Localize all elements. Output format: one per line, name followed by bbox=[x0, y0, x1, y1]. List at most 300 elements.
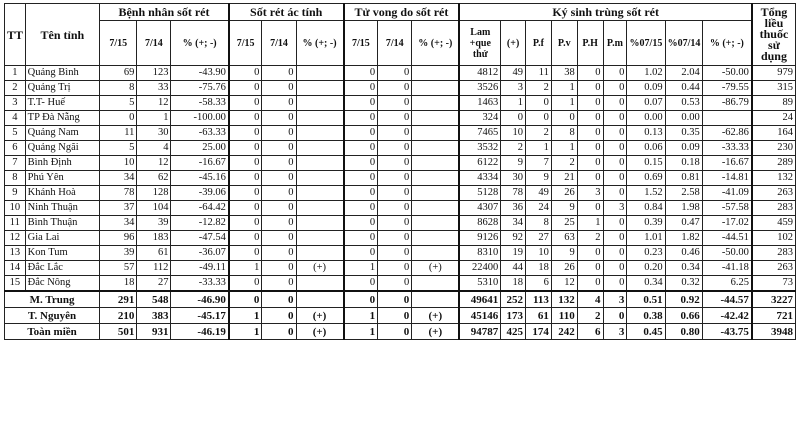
row-number: 2 bbox=[5, 81, 26, 96]
cell-pos: 92 bbox=[501, 231, 526, 246]
cell-lam: 8628 bbox=[459, 216, 500, 231]
cell-drug: 289 bbox=[752, 156, 796, 171]
cell-pm: 0 bbox=[603, 96, 627, 111]
cell-ph: 4 bbox=[577, 291, 603, 308]
table-row bbox=[5, 171, 796, 186]
cell-ppct: -12.82 bbox=[171, 216, 229, 231]
cell-ppct: -39.06 bbox=[171, 186, 229, 201]
cell-dpct bbox=[412, 81, 460, 96]
cell-ppct: -45.17 bbox=[171, 308, 229, 324]
cell-s715: 0 bbox=[229, 216, 262, 231]
cell-d715: 0 bbox=[344, 171, 378, 186]
cell-kpct: -62.86 bbox=[702, 126, 752, 141]
col-k-pm: P.m bbox=[603, 21, 627, 66]
cell-pos: 173 bbox=[501, 308, 526, 324]
cell-pf: 9 bbox=[526, 171, 552, 186]
cell-ph: 0 bbox=[577, 246, 603, 261]
cell-p715: 501 bbox=[100, 324, 137, 340]
cell-s714: 0 bbox=[262, 171, 296, 186]
cell-kpct: -41.18 bbox=[702, 261, 752, 276]
cell-dpct: (+) bbox=[412, 324, 460, 340]
header-row-1 bbox=[5, 4, 796, 21]
cell-pm: 0 bbox=[603, 156, 627, 171]
cell-p714: 12 bbox=[137, 156, 171, 171]
cell-d715: 1 bbox=[344, 261, 378, 276]
cell-lam: 4307 bbox=[459, 201, 500, 216]
cell-ppct: -63.33 bbox=[171, 126, 229, 141]
cell-s715: 1 bbox=[229, 308, 262, 324]
cell-drug: 89 bbox=[752, 96, 796, 111]
col-k-r715: %07/15 bbox=[627, 21, 665, 66]
cell-pf: 7 bbox=[526, 156, 552, 171]
cell-d715: 0 bbox=[344, 66, 378, 81]
cell-drug: 721 bbox=[752, 308, 796, 324]
province-name: T.T- Huế bbox=[25, 96, 99, 111]
cell-kpct: -50.00 bbox=[702, 246, 752, 261]
province-name: Quảng Bình bbox=[25, 66, 99, 81]
table-row bbox=[5, 156, 796, 171]
cell-d714: 0 bbox=[378, 246, 412, 261]
province-name: Bình Định bbox=[25, 156, 99, 171]
col-k-r714: %07/14 bbox=[665, 21, 702, 66]
cell-ph: 3 bbox=[577, 186, 603, 201]
cell-r715: 0.51 bbox=[627, 291, 665, 308]
cell-pv: 9 bbox=[551, 201, 577, 216]
cell-pv: 12 bbox=[551, 276, 577, 292]
cell-d715: 0 bbox=[344, 216, 378, 231]
cell-kpct: -57.58 bbox=[702, 201, 752, 216]
col-p-715: 7/15 bbox=[100, 21, 137, 66]
cell-spct: (+) bbox=[296, 261, 344, 276]
cell-p714: 39 bbox=[137, 216, 171, 231]
table-row bbox=[5, 186, 796, 201]
cell-pf: 6 bbox=[526, 276, 552, 292]
cell-spct bbox=[296, 186, 344, 201]
cell-r715: 0.09 bbox=[627, 81, 665, 96]
cell-ph: 0 bbox=[577, 201, 603, 216]
cell-s714: 0 bbox=[262, 96, 296, 111]
cell-pf: 2 bbox=[526, 81, 552, 96]
cell-p715: 39 bbox=[100, 246, 137, 261]
cell-s715: 0 bbox=[229, 96, 262, 111]
cell-dpct bbox=[412, 231, 460, 246]
cell-drug: 283 bbox=[752, 246, 796, 261]
province-name: Quảng Ngãi bbox=[25, 141, 99, 156]
cell-ppct: -16.67 bbox=[171, 156, 229, 171]
cell-r714: 0.92 bbox=[665, 291, 702, 308]
group-drugs: Tổng liều thuốc sử dụng bbox=[752, 4, 796, 66]
summary-row bbox=[5, 308, 796, 324]
cell-kpct: -33.33 bbox=[702, 141, 752, 156]
cell-pv: 1 bbox=[551, 141, 577, 156]
table-row bbox=[5, 141, 796, 156]
cell-p715: 0 bbox=[100, 111, 137, 126]
cell-r715: 0.07 bbox=[627, 96, 665, 111]
cell-ppct: -46.19 bbox=[171, 324, 229, 340]
cell-spct bbox=[296, 141, 344, 156]
cell-p715: 34 bbox=[100, 171, 137, 186]
cell-pv: 25 bbox=[551, 216, 577, 231]
col-k-pv: P.v bbox=[551, 21, 577, 66]
cell-s714: 0 bbox=[262, 141, 296, 156]
cell-p714: 183 bbox=[137, 231, 171, 246]
cell-d715: 0 bbox=[344, 291, 378, 308]
province-name: Đắc Lắc bbox=[25, 261, 99, 276]
cell-dpct: (+) bbox=[412, 308, 460, 324]
cell-s715: 1 bbox=[229, 324, 262, 340]
cell-p715: 291 bbox=[100, 291, 137, 308]
table-row bbox=[5, 81, 796, 96]
cell-r715: 0.15 bbox=[627, 156, 665, 171]
cell-kpct: -43.75 bbox=[702, 324, 752, 340]
cell-p715: 96 bbox=[100, 231, 137, 246]
cell-p714: 4 bbox=[137, 141, 171, 156]
cell-pos: 9 bbox=[501, 156, 526, 171]
cell-lam: 1463 bbox=[459, 96, 500, 111]
cell-dpct bbox=[412, 111, 460, 126]
col-d-715: 7/15 bbox=[344, 21, 378, 66]
cell-p715: 18 bbox=[100, 276, 137, 292]
cell-pf: 24 bbox=[526, 201, 552, 216]
cell-pos: 10 bbox=[501, 126, 526, 141]
province-name: Quảng Nam bbox=[25, 126, 99, 141]
col-k-pct: % (+; -) bbox=[702, 21, 752, 66]
summary-row bbox=[5, 291, 796, 308]
cell-s714: 0 bbox=[262, 308, 296, 324]
row-number: 1 bbox=[5, 66, 26, 81]
group-severe: Sốt rét ác tính bbox=[229, 4, 344, 21]
table-body bbox=[5, 66, 796, 292]
cell-p715: 69 bbox=[100, 66, 137, 81]
cell-s715: 1 bbox=[229, 261, 262, 276]
cell-ppct: -49.11 bbox=[171, 261, 229, 276]
province-name: Phú Yên bbox=[25, 171, 99, 186]
col-s-pct: % (+; -) bbox=[296, 21, 344, 66]
cell-pf: 2 bbox=[526, 126, 552, 141]
cell-d715: 0 bbox=[344, 111, 378, 126]
table-row bbox=[5, 111, 796, 126]
cell-r715: 0.20 bbox=[627, 261, 665, 276]
cell-pf: 113 bbox=[526, 291, 552, 308]
cell-pf: 174 bbox=[526, 324, 552, 340]
cell-r715: 1.52 bbox=[627, 186, 665, 201]
cell-ph: 1 bbox=[577, 216, 603, 231]
cell-s714: 0 bbox=[262, 324, 296, 340]
cell-pos: 0 bbox=[501, 111, 526, 126]
cell-d714: 0 bbox=[378, 201, 412, 216]
col-k-lam: Lam +que thử bbox=[459, 21, 500, 66]
cell-drug: 3948 bbox=[752, 324, 796, 340]
cell-pm: 0 bbox=[603, 216, 627, 231]
cell-pm: 0 bbox=[603, 66, 627, 81]
cell-pf: 27 bbox=[526, 231, 552, 246]
cell-dpct bbox=[412, 96, 460, 111]
cell-lam: 5128 bbox=[459, 186, 500, 201]
cell-pos: 34 bbox=[501, 216, 526, 231]
row-number: 5 bbox=[5, 126, 26, 141]
cell-spct bbox=[296, 291, 344, 308]
cell-d715: 0 bbox=[344, 141, 378, 156]
cell-pm: 0 bbox=[603, 276, 627, 292]
cell-spct bbox=[296, 126, 344, 141]
cell-pm: 0 bbox=[603, 141, 627, 156]
cell-r714: 0.46 bbox=[665, 246, 702, 261]
cell-ppct: -33.33 bbox=[171, 276, 229, 292]
cell-pf: 8 bbox=[526, 216, 552, 231]
cell-d714: 0 bbox=[378, 126, 412, 141]
summary-row bbox=[5, 324, 796, 340]
cell-s714: 0 bbox=[262, 246, 296, 261]
cell-pv: 38 bbox=[551, 66, 577, 81]
cell-ph: 6 bbox=[577, 324, 603, 340]
cell-r714: 2.04 bbox=[665, 66, 702, 81]
cell-kpct: -50.00 bbox=[702, 66, 752, 81]
col-s-714: 7/14 bbox=[262, 21, 296, 66]
cell-p715: 57 bbox=[100, 261, 137, 276]
cell-pos: 36 bbox=[501, 201, 526, 216]
cell-spct bbox=[296, 66, 344, 81]
cell-r714: 0.53 bbox=[665, 96, 702, 111]
cell-s715: 0 bbox=[229, 246, 262, 261]
cell-kpct: -79.55 bbox=[702, 81, 752, 96]
cell-kpct: -41.09 bbox=[702, 186, 752, 201]
cell-p714: 383 bbox=[137, 308, 171, 324]
col-tt: TT bbox=[5, 4, 26, 66]
cell-d714: 0 bbox=[378, 291, 412, 308]
cell-ph: 0 bbox=[577, 261, 603, 276]
cell-spct bbox=[296, 201, 344, 216]
cell-s714: 0 bbox=[262, 231, 296, 246]
cell-s714: 0 bbox=[262, 276, 296, 292]
col-p-pct: % (+; -) bbox=[171, 21, 229, 66]
cell-drug: 263 bbox=[752, 186, 796, 201]
cell-kpct: 6.25 bbox=[702, 276, 752, 292]
cell-ph: 2 bbox=[577, 231, 603, 246]
cell-p715: 10 bbox=[100, 156, 137, 171]
cell-s715: 0 bbox=[229, 111, 262, 126]
cell-d714: 0 bbox=[378, 216, 412, 231]
cell-p715: 78 bbox=[100, 186, 137, 201]
province-name: TP Đà Nẵng bbox=[25, 111, 99, 126]
cell-lam: 45146 bbox=[459, 308, 500, 324]
cell-p714: 12 bbox=[137, 96, 171, 111]
cell-kpct: -16.67 bbox=[702, 156, 752, 171]
table-row bbox=[5, 126, 796, 141]
cell-s714: 0 bbox=[262, 186, 296, 201]
cell-p715: 34 bbox=[100, 216, 137, 231]
cell-pf: 18 bbox=[526, 261, 552, 276]
cell-ppct: -43.90 bbox=[171, 66, 229, 81]
cell-pm: 3 bbox=[603, 291, 627, 308]
province-name: Đắc Nông bbox=[25, 276, 99, 292]
table-row bbox=[5, 246, 796, 261]
cell-d714: 0 bbox=[378, 308, 412, 324]
cell-drug: 230 bbox=[752, 141, 796, 156]
cell-p714: 33 bbox=[137, 81, 171, 96]
cell-d714: 0 bbox=[378, 81, 412, 96]
cell-kpct: -14.81 bbox=[702, 171, 752, 186]
cell-s715: 0 bbox=[229, 141, 262, 156]
cell-s714: 0 bbox=[262, 66, 296, 81]
cell-s714: 0 bbox=[262, 81, 296, 96]
row-number: 8 bbox=[5, 171, 26, 186]
col-d-714: 7/14 bbox=[378, 21, 412, 66]
cell-pos: 3 bbox=[501, 81, 526, 96]
cell-pm: 0 bbox=[603, 308, 627, 324]
cell-ppct: -36.07 bbox=[171, 246, 229, 261]
cell-r714: 0.18 bbox=[665, 156, 702, 171]
cell-s714: 0 bbox=[262, 126, 296, 141]
cell-pos: 30 bbox=[501, 171, 526, 186]
group-patients: Bệnh nhân sốt rét bbox=[100, 4, 229, 21]
table-row bbox=[5, 96, 796, 111]
cell-lam: 5310 bbox=[459, 276, 500, 292]
cell-pos: 2 bbox=[501, 141, 526, 156]
cell-s715: 0 bbox=[229, 186, 262, 201]
cell-spct: (+) bbox=[296, 308, 344, 324]
cell-p714: 128 bbox=[137, 186, 171, 201]
cell-dpct bbox=[412, 156, 460, 171]
cell-dpct bbox=[412, 201, 460, 216]
cell-spct bbox=[296, 96, 344, 111]
cell-spct bbox=[296, 246, 344, 261]
cell-pf: 11 bbox=[526, 66, 552, 81]
cell-lam: 8310 bbox=[459, 246, 500, 261]
cell-d714: 0 bbox=[378, 186, 412, 201]
cell-pv: 63 bbox=[551, 231, 577, 246]
cell-pm: 0 bbox=[603, 126, 627, 141]
table-row bbox=[5, 231, 796, 246]
cell-s714: 0 bbox=[262, 216, 296, 231]
cell-spct bbox=[296, 111, 344, 126]
cell-r714: 0.09 bbox=[665, 141, 702, 156]
cell-pf: 10 bbox=[526, 246, 552, 261]
row-number: 14 bbox=[5, 261, 26, 276]
cell-r714: 0.34 bbox=[665, 261, 702, 276]
cell-r714: 0.47 bbox=[665, 216, 702, 231]
cell-d714: 0 bbox=[378, 324, 412, 340]
cell-ppct: -58.33 bbox=[171, 96, 229, 111]
cell-dpct bbox=[412, 126, 460, 141]
row-number: 3 bbox=[5, 96, 26, 111]
cell-pm: 0 bbox=[603, 186, 627, 201]
row-number: 9 bbox=[5, 186, 26, 201]
cell-pos: 425 bbox=[501, 324, 526, 340]
cell-p714: 931 bbox=[137, 324, 171, 340]
cell-lam: 324 bbox=[459, 111, 500, 126]
cell-r715: 0.45 bbox=[627, 324, 665, 340]
cell-dpct bbox=[412, 141, 460, 156]
cell-lam: 7465 bbox=[459, 126, 500, 141]
cell-r715: 0.34 bbox=[627, 276, 665, 292]
cell-s714: 0 bbox=[262, 111, 296, 126]
cell-pf: 1 bbox=[526, 141, 552, 156]
cell-pm: 3 bbox=[603, 201, 627, 216]
cell-ph: 0 bbox=[577, 96, 603, 111]
cell-ppct: 25.00 bbox=[171, 141, 229, 156]
cell-dpct bbox=[412, 276, 460, 292]
col-k-pos: (+) bbox=[501, 21, 526, 66]
cell-dpct bbox=[412, 291, 460, 308]
cell-r714: 1.98 bbox=[665, 201, 702, 216]
cell-kpct: -42.42 bbox=[702, 308, 752, 324]
cell-spct bbox=[296, 171, 344, 186]
cell-drug: 263 bbox=[752, 261, 796, 276]
cell-drug: 102 bbox=[752, 231, 796, 246]
cell-p715: 37 bbox=[100, 201, 137, 216]
cell-s714: 0 bbox=[262, 291, 296, 308]
cell-r714: 0.80 bbox=[665, 324, 702, 340]
row-number: 7 bbox=[5, 156, 26, 171]
row-number: 10 bbox=[5, 201, 26, 216]
province-name: Ninh Thuận bbox=[25, 201, 99, 216]
cell-spct bbox=[296, 81, 344, 96]
table-row bbox=[5, 276, 796, 292]
cell-s715: 0 bbox=[229, 291, 262, 308]
cell-lam: 3532 bbox=[459, 141, 500, 156]
cell-p715: 210 bbox=[100, 308, 137, 324]
cell-pv: 1 bbox=[551, 81, 577, 96]
cell-lam: 9126 bbox=[459, 231, 500, 246]
cell-pm: 0 bbox=[603, 81, 627, 96]
cell-d715: 0 bbox=[344, 126, 378, 141]
cell-kpct: -17.02 bbox=[702, 216, 752, 231]
malaria-report bbox=[4, 3, 796, 420]
summary-label: Toàn miền bbox=[5, 324, 100, 340]
cell-ph: 0 bbox=[577, 81, 603, 96]
cell-ph: 0 bbox=[577, 276, 603, 292]
cell-drug: 979 bbox=[752, 66, 796, 81]
cell-d715: 1 bbox=[344, 324, 378, 340]
cell-p715: 5 bbox=[100, 141, 137, 156]
cell-drug: 459 bbox=[752, 216, 796, 231]
cell-r715: 0.69 bbox=[627, 171, 665, 186]
row-number: 4 bbox=[5, 111, 26, 126]
cell-pv: 8 bbox=[551, 126, 577, 141]
cell-d714: 0 bbox=[378, 111, 412, 126]
col-s-715: 7/15 bbox=[229, 21, 262, 66]
cell-dpct: (+) bbox=[412, 261, 460, 276]
cell-p714: 123 bbox=[137, 66, 171, 81]
cell-dpct bbox=[412, 171, 460, 186]
cell-lam: 3526 bbox=[459, 81, 500, 96]
col-province: Tên tỉnh bbox=[25, 4, 99, 66]
cell-pv: 132 bbox=[551, 291, 577, 308]
cell-d715: 0 bbox=[344, 246, 378, 261]
cell-d714: 0 bbox=[378, 141, 412, 156]
cell-pv: 0 bbox=[551, 111, 577, 126]
cell-spct bbox=[296, 156, 344, 171]
cell-spct bbox=[296, 216, 344, 231]
cell-r714: 0.44 bbox=[665, 81, 702, 96]
cell-d715: 0 bbox=[344, 96, 378, 111]
summary-body bbox=[5, 291, 796, 340]
cell-s715: 0 bbox=[229, 171, 262, 186]
province-name: Khánh Hoà bbox=[25, 186, 99, 201]
cell-pos: 49 bbox=[501, 66, 526, 81]
cell-ph: 0 bbox=[577, 171, 603, 186]
cell-d714: 0 bbox=[378, 261, 412, 276]
cell-pv: 9 bbox=[551, 246, 577, 261]
cell-ph: 0 bbox=[577, 66, 603, 81]
cell-d715: 0 bbox=[344, 186, 378, 201]
cell-s714: 0 bbox=[262, 156, 296, 171]
cell-kpct: -86.79 bbox=[702, 96, 752, 111]
cell-drug: 164 bbox=[752, 126, 796, 141]
cell-r714: 1.82 bbox=[665, 231, 702, 246]
cell-d714: 0 bbox=[378, 156, 412, 171]
cell-p714: 112 bbox=[137, 261, 171, 276]
